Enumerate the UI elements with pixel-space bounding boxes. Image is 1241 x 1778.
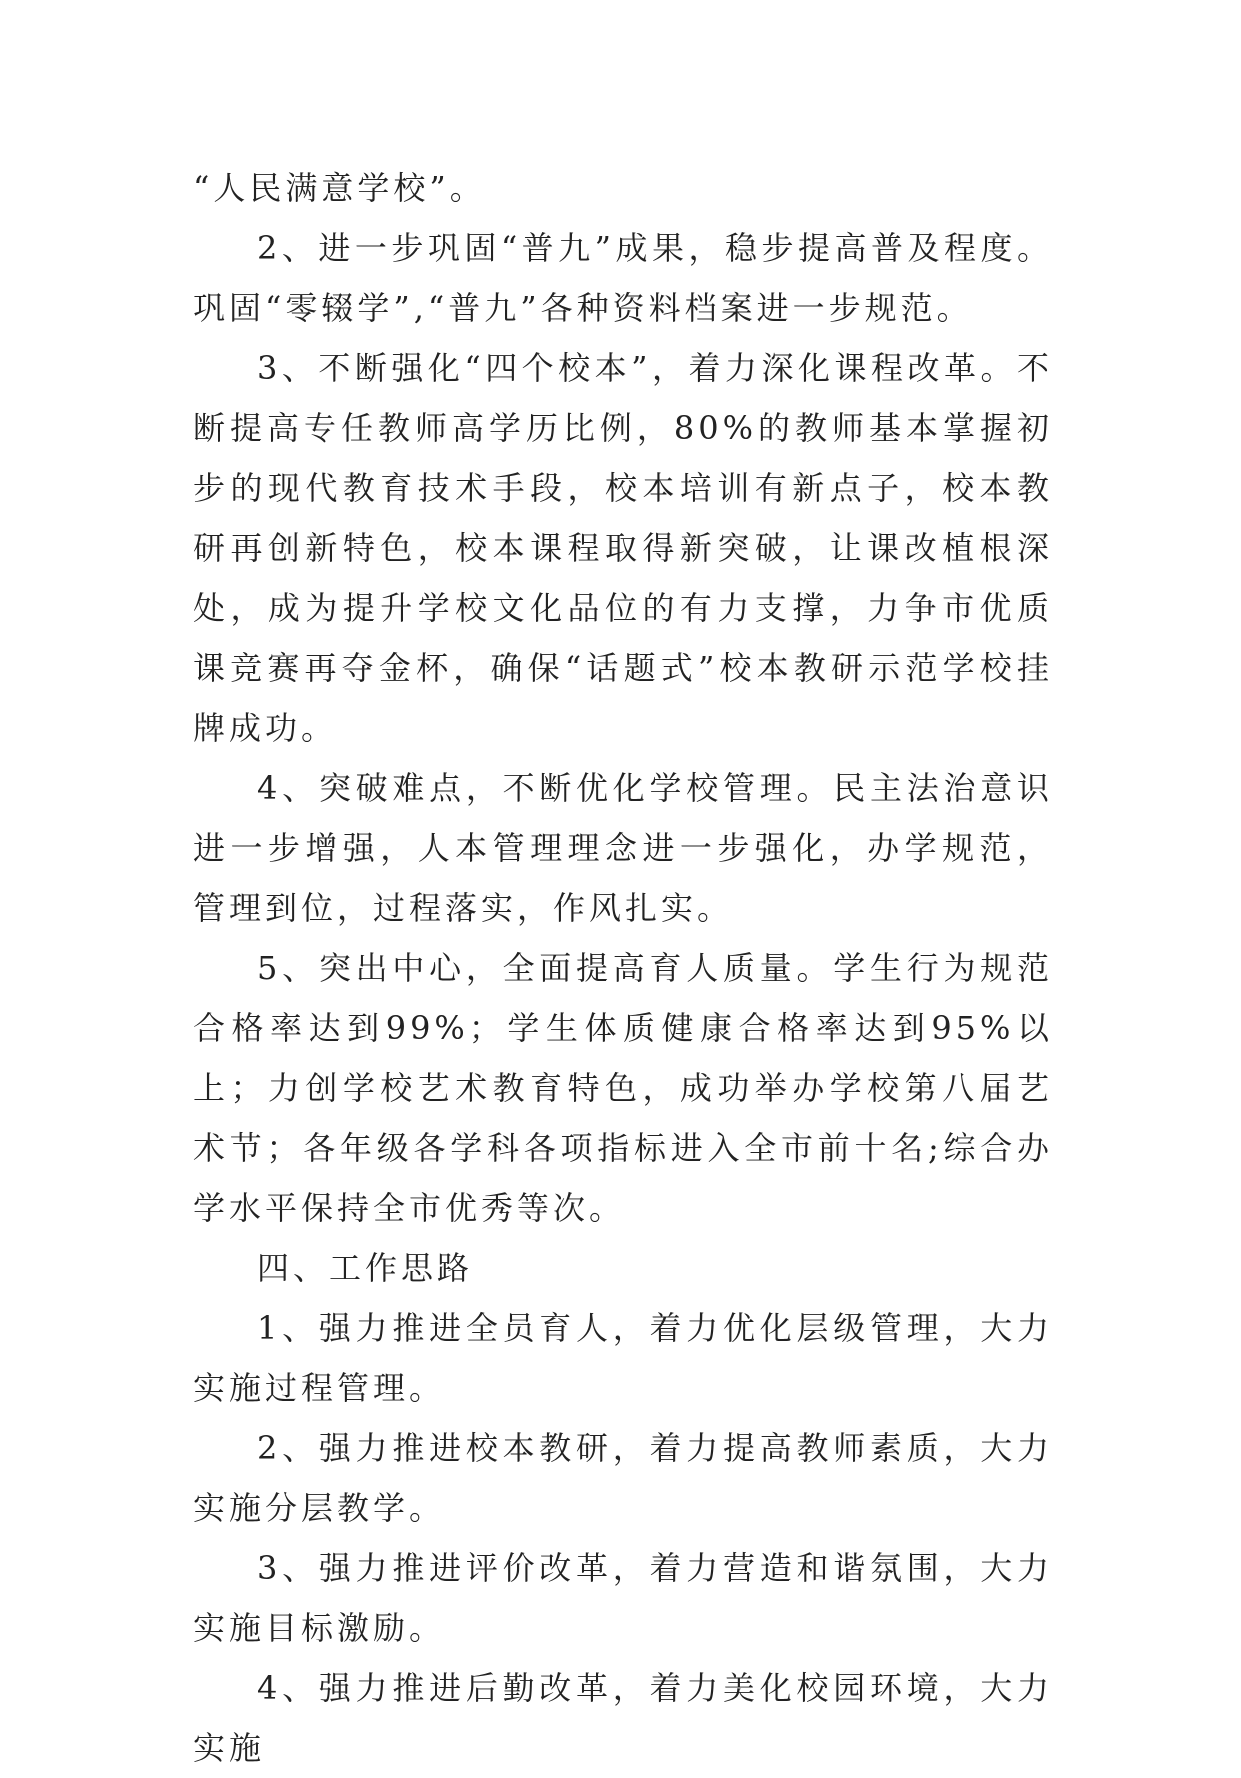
paragraph-goal-3: 3、不断强化“四个校本”，着力深化课程改革。不断提高专任教师高学历比例，80%的教师基本掌握初步的现代教育技术手段，校本培训有新点子，校本教研再创新特色，校本课程取得新突破，让课改植根深处，成为提升学校文化品位的有力支撑，力争市优质课竞赛再夺金杯，确保“话题式”校本教研示范学校挂牌成功。: [193, 349, 1053, 747]
paragraph-idea-1: 1、强力推进全员育人，着力优化层级管理，大力实施过程管理。: [193, 1309, 1053, 1407]
document-body: [193, 158, 1053, 1778]
paragraph-idea-2: 2、强力推进校本教研，着力提高教师素质，大力实施分层教学。: [193, 1429, 1053, 1527]
paragraph-idea-3: 3、强力推进评价改革，着力营造和谐氛围，大力实施目标激励。: [193, 1549, 1053, 1647]
paragraph-continuation: “人民满意学校”。: [193, 169, 486, 207]
paragraph-goal-2: 2、进一步巩固“普九”成果，稳步提高普及程度。巩固“零辍学”,“普九”各种资料档案进一步规范。: [193, 229, 1053, 327]
paragraph-goal-4: 4、突破难点，不断优化学校管理。民主法治意识进一步增强，人本管理理念进一步强化，办学规范，管理到位，过程落实，作风扎实。: [193, 769, 1053, 927]
section-heading-work-ideas: 四、工作思路: [257, 1249, 474, 1287]
paragraph-goal-5: 5、突出中心，全面提高育人质量。学生行为规范合格率达到99%；学生体质健康合格率达到95%以上；力创学校艺术教育特色，成功举办学校第八届艺术节；各年级各学科各项指标进入全市前十名;综合办学水平保持全市优秀等次。: [193, 949, 1053, 1227]
paragraph-idea-4: 4、强力推进后勤改革，着力美化校园环境，大力实施: [193, 1669, 1053, 1767]
